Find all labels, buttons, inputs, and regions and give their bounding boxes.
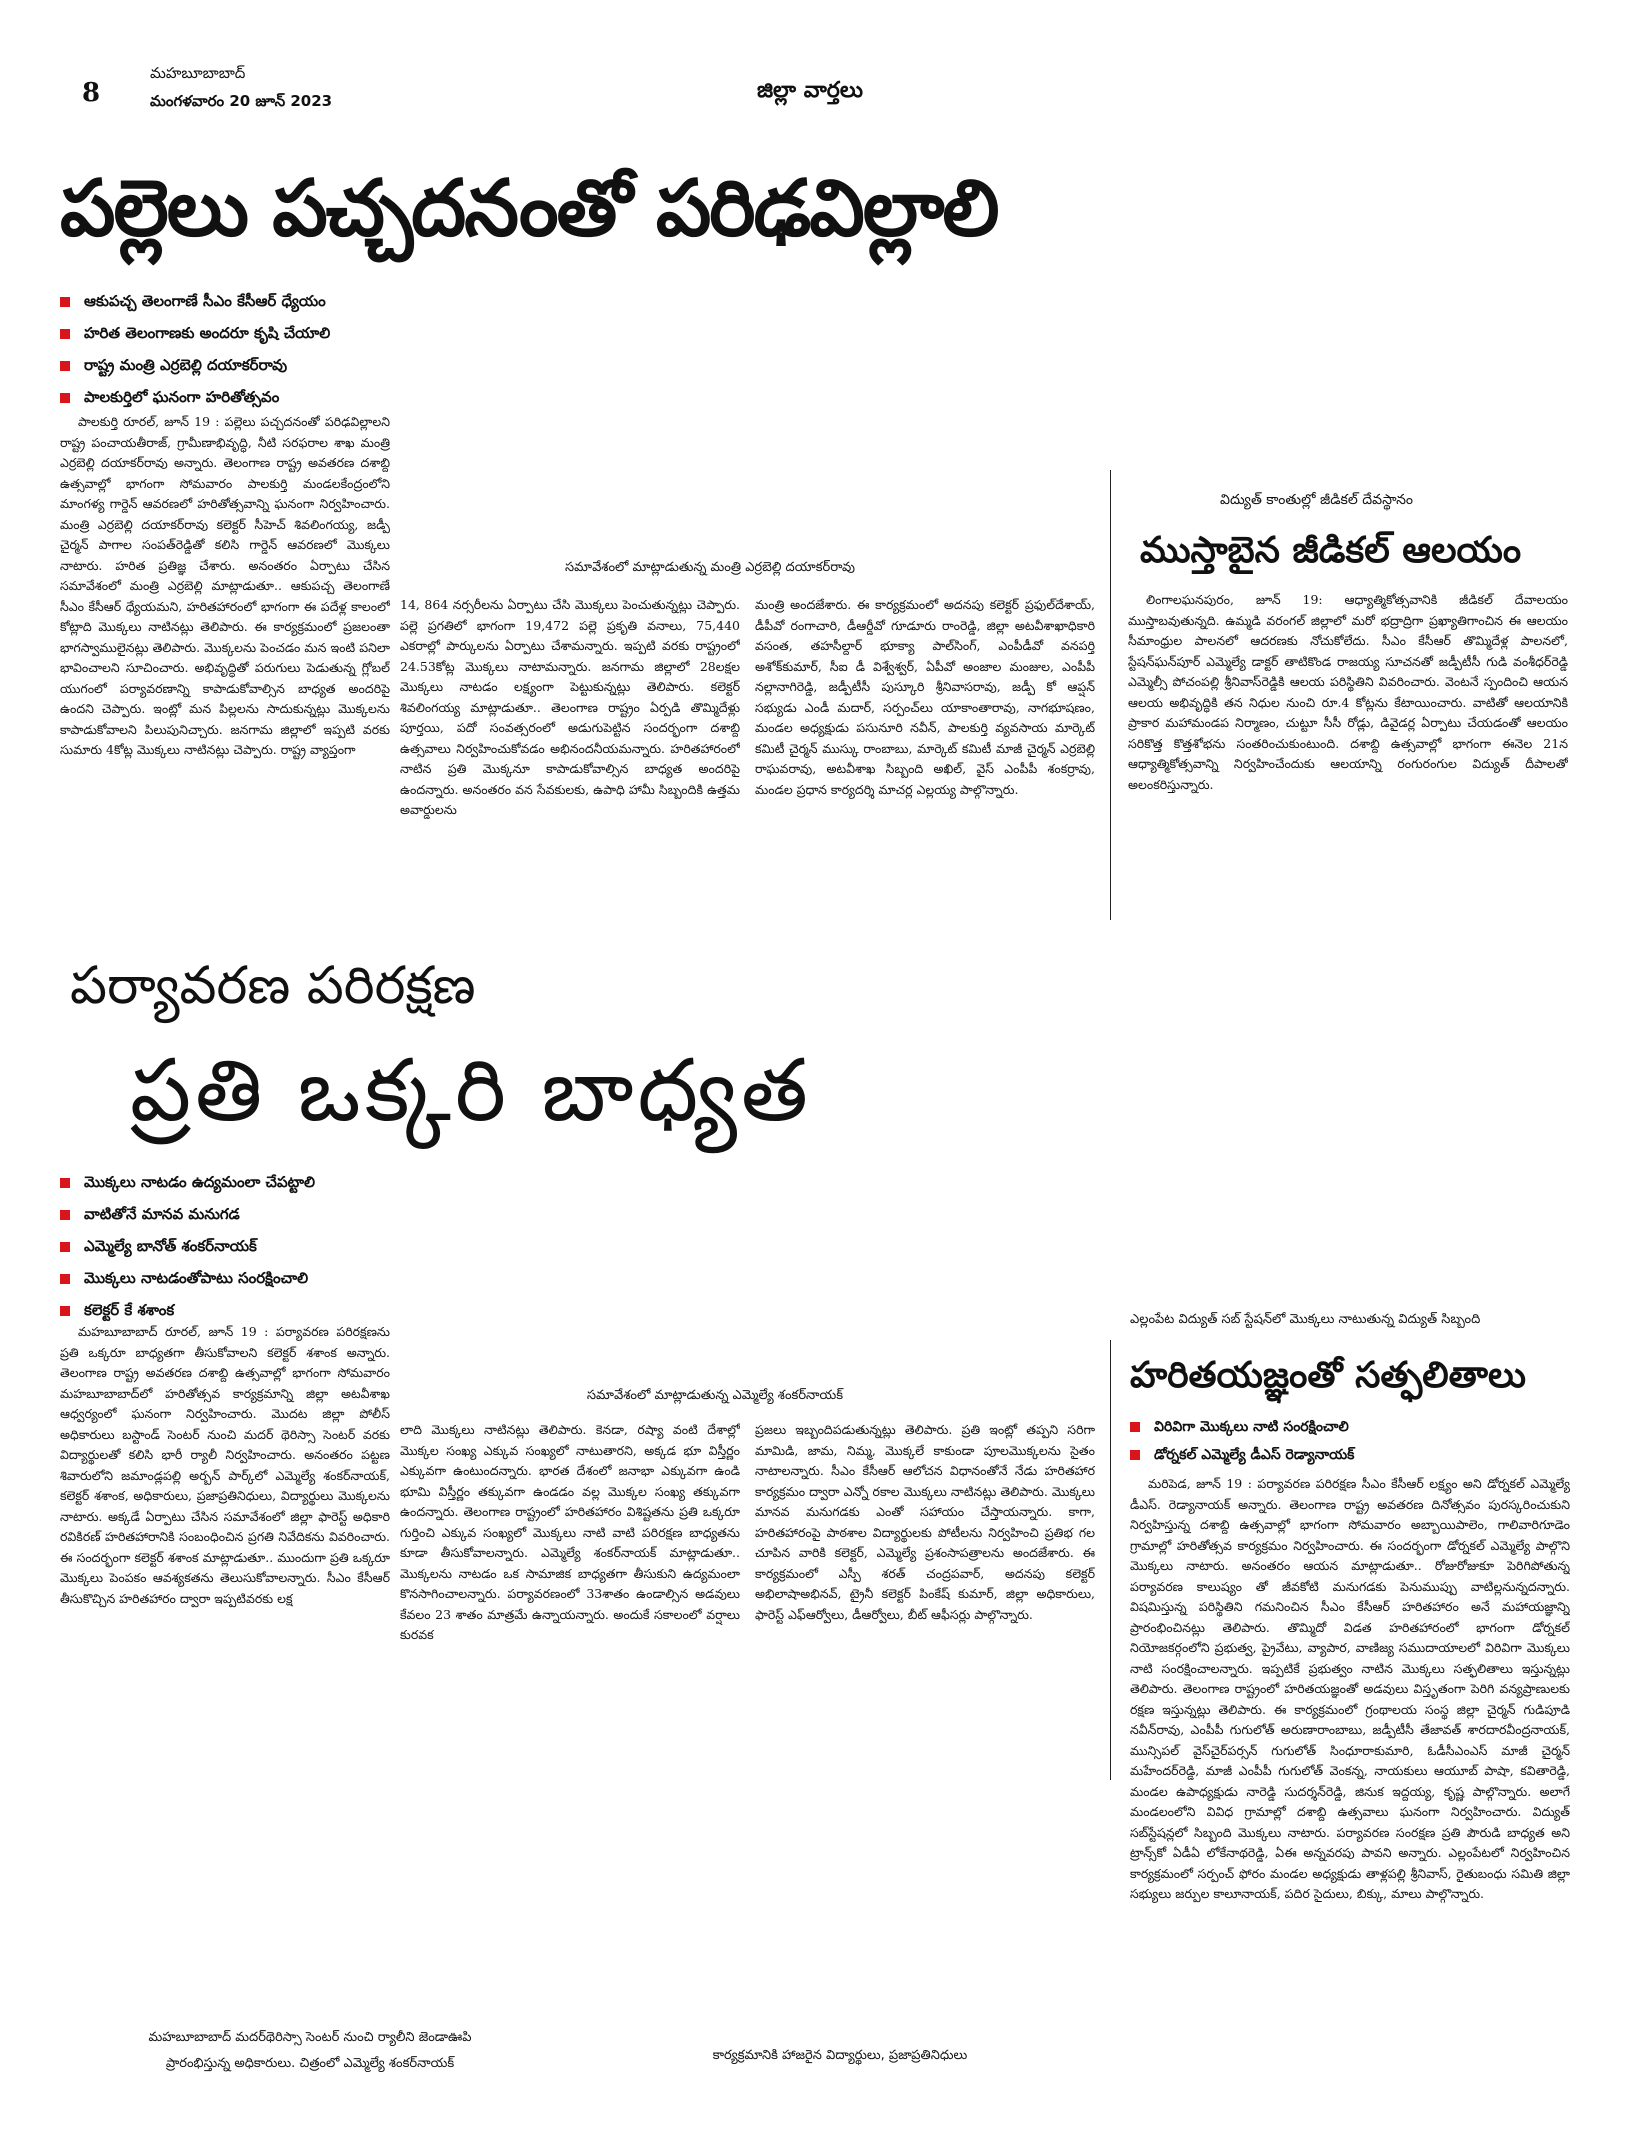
story3-photo-caption: సమావేశంలో మాట్లాడుతున్న ఎమ్మెల్యే శంకర్‌నాయక్ (586, 1388, 844, 1403)
bullet: పాలకుర్తిలో ఘనంగా హరితోత్సవం (60, 381, 330, 413)
story3-bottom-caption-line2: ప్రారంభిస్తున్న అధికారులు. చిత్రంలో ఎమ్మెల్యే శంకర్‌నాయక్ (165, 2056, 455, 2071)
column-divider (1110, 470, 1111, 920)
bullet-square-icon (60, 329, 70, 339)
bullet: రాష్ట్ర మంత్రి ఎర్రబెల్లి దయాకర్‌రావు (60, 349, 330, 381)
bullet: హరిత తెలంగాణకు అందరూ కృషి చేయాలి (60, 317, 330, 349)
story4-body: మరిపెడ, జూన్‌ 19 : పర్యావరణ పరిరక్షణ సీఎం కేసీఆర్‌ లక్ష్యం అని డోర్నకల్‌ ఎమ్మెల్యే డీఎస్‌. రెడ్యానాయక్‌ అన్నారు. తెలంగాణ రాష్ట్ర అవతరణ దినోత్సవం పురస్కరించుకుని నిర్వహిస్తున్న దశాబ్ది ఉత్సవాల్లో భాగంగా సోమవారం అబ్బాయిపాలెం, గాలివారిగూడెం గ్రామాల్లో హరితోత్సవ కార్యక్రమం నిర్వహించారు. ఈ సందర్భంగా డోర్నకల్‌ ఎమ్మెల్యే పాల్గొని మొక్కలు నాటారు. అనంతరం ఆయన మాట్లాడుతూ.. రోజురోజుకూ పెరిగిపోతున్న పర్యావరణ కాలుష్యం తో జీవకోటి మనుగడకు పెనుముప్పు వాటిల్లనున్నదన్నారు. విషమిస్తున్న పరిస్థితిని గమనించిన సీఎం కేసీఆర్‌ హరితహారం అనే మహాయజ్ఞాన్ని ప్రారంభించినట్లు తెలిపారు. తొమ్మిదో విడత హరితహారంలో భాగంగా డోర్నకల్‌ నియోజకర్గంలోని ప్రభుత్వ, ప్రైవేటు, వ్యాపార, వాణిజ్య సముదాయాలలో విరివిగా మొక్కలు నాటి సంరక్షించాలన్నారు. ఇప్పటికే ప్రభుత్వం నాటిన మొక్కలు సత్ఫలితాలు ఇస్తున్నట్లు తెలిపారు. తెలంగాణ రాష్ట్రంలో హరితయజ్ఞంతో అడవులు విస్తృతంగా పెరిగి వన్యప్రాణులకు రక్షణ ఇస్తున్నట్లు తెలిపారు. ఈ కార్యక్రమంలో గ్రంథాలయ సంస్థ జిల్లా చైర్మన్‌ గుడిపూడి నవీన్‌రావు, ఎంపీపీ గుగులోత్‌ అరుణారాంబాబు, జడ్పీటీసీ తేజావత్‌ శారదారవీంద్రనాయక్‌, మున్సిపల్‌ వైస్‌చైర్‌పర్సన్‌ గుగులోత్‌ సింధూరాకుమారి, ఓడీసీఎంఎస్‌ మాజీ చైర్మన్‌ మహేందర్‌రెడ్డి, మాజీ ఎంపీపీ గుగులోత్‌ వెంకన్న, నాయకులు ఆయూబ్‌ పాషా, కవితారెడ్డి, మండల ఉపాధ్యక్షుడు నారెడ్డి సుదర్శన్‌రెడ్డి, జినుక ఇద్దయ్య, కృష్ణ పాల్గొన్నారు. అలాగే మండలంలోని వివిధ గ్రామాల్లో దశాబ్ది ఉత్సవాలు ఘనంగా నిర్వహించారు. విద్యుత్‌ సబ్‌స్టేషన్లలో సిబ్బంది మొక్కలు నాటారు. పర్యావరణ సంరక్షణ ప్రతి పౌరుడి బాధ్యత అని ట్రాన్స్‌కో ఏడీఏ లోకేనాథరెడ్డి, ఏఈ అన్నవరపు పావని అన్నారు. ఎల్లంపేటలో నిర్వహించిన కార్యక్రమంలో సర్పంచ్‌ ఫోరం మండల అధ్యక్షుడు తాళ్లపల్లి శ్రీనివాస్‌, రైతుబంధు సమితి జిల్లా సభ్యులు జర్పుల కాలూనాయక్‌, పదిర సైదులు, బిక్కు, మాలు పాల్గొన్నారు. (1130, 1476, 1570, 1901)
story3-headline-line2: ప్రతి ఒక్కరి బాధ్యత (130, 1041, 812, 1141)
bullet: డోర్నకల్ ఎమ్మెల్యే డీఎస్ రెడ్యానాయక్ (1130, 1441, 1354, 1469)
bullet: వాటితోనే మానవ మనుగడ (60, 1198, 315, 1230)
story4-bullets (1130, 1413, 1354, 1469)
bullet-square-icon (60, 1210, 70, 1220)
section-title: జిల్లా వార్తలు (756, 78, 864, 103)
bullet: కలెక్టర్ కే శశాంక (60, 1294, 315, 1326)
story3-column-3: ప్రజలు ఇబ్బందిపడుతున్నట్లు తెలిపారు. ప్రతి ఇంట్లో తప్పని సరిగా మామిడి, జామ, నిమ్మ, మొక్కలే కాకుండా పూలమొక్కలను సైతం నాటాలన్నారు. సీఎం కేసీఆర్‌ ఆలోచన విధానంతోనే నేడు హరితహార కార్యక్రమం ద్వారా ఎన్నో రకాల మొక్కలు నాటినట్లు తెలిపారు. మొక్కలు మానవ మనుగడకు ఎంతో సహాయం చేస్తాయన్నారు. కాగా, హరితహారంపై పాఠశాల విద్యార్థులకు పోటీలను నిర్వహించి ప్రతిభ గల చూపిన వారికి కలెక్టర్‌, ఎమ్మెల్యే ప్రశంసాపత్రాలను అందజేశారు. ఈ కార్యక్రమంలో ఎస్పీ శరత్‌ చంద్రపవార్‌, అదనపు కలెక్టర్‌ అభిలాషాఅభినవ్‌, ట్రైనీ కలెక్టర్‌ పింకేష్‌ కుమార్‌, జిల్లా అధికారులు, ఫారెస్ట్‌ ఎఫ్‌ఆర్వోలు, డీఆర్వోలు, బీట్‌ ఆఫీసర్లు పాల్గొన్నారు. (755, 1422, 1095, 1622)
story3-bullets (60, 1166, 315, 1326)
story1-headline: పల్లెలు పచ్చదనంతో పరిఢవిల్లాలి (60, 164, 998, 254)
bullet: ఎమ్మెల్యే బానోత్ శంకర్‌నాయక్ (60, 1230, 315, 1262)
column-divider (1110, 1340, 1111, 1780)
bullet-square-icon (60, 361, 70, 371)
bullet-square-icon (1130, 1422, 1140, 1432)
bullet: మొక్కలు నాటడం ఉద్యమంలా చేపట్టాలి (60, 1166, 315, 1198)
bullet-square-icon (60, 393, 70, 403)
bullet-square-icon (60, 1274, 70, 1284)
story1-bullets (60, 285, 330, 413)
bullet-square-icon (60, 1242, 70, 1252)
story3-bottom-caption-mid: కార్యక్రమానికి హాజరైన విద్యార్థులు, ప్రజాప్రతినిధులు (712, 2048, 968, 2063)
story3-column-2: లాది మొక్కలు నాటినట్లు తెలిపారు. కెనడా, రష్యా వంటి దేశాల్లో మొక్కల సంఖ్య ఎక్కువ సంఖ్యలో నాటుతారని, అక్కడ భూ విస్తీర్ణం ఎక్కువగా ఉంటుందన్నారు. భారత దేశంలో జనాభా ఎక్కువగా ఉండి భూమి విస్తీర్ణం తక్కువగా ఉండడం వల్ల మొక్కల సంఖ్య తక్కువగా ఉందన్నారు. తెలంగాణ రాష్ట్రంలో హరితహారం విశిష్టతను ప్రతి ఒక్కరూ గుర్తించి ఎక్కువ సంఖ్యలో మొక్కలు నాటి వాటి పరిరక్షణ బాధ్యతను కూడా తీసుకోవాలన్నారు. ఎమ్మెల్యే శంకర్‌నాయక్‌ మాట్లాడుతూ.. మొక్కలను నాటడం ఒక సామాజిక బాధ్యతగా తీసుకుని ఉద్యమంలా కొనసాగించాలన్నారు. పర్యావరణంలో 33శాతం ఉండాల్సిన అడవులు కేవలం 23 శాతం మాత్రమే ఉన్నాయన్నారు. అందుకే సకాలంలో వర్షాలు కురవక (400, 1422, 740, 1642)
edition-place: మహబూబాబాద్ (150, 64, 246, 82)
story2-kicker: విద్యుత్ కాంతుల్లో జీడికల్ దేవస్థానం (1220, 492, 1413, 508)
story3-bottom-caption-line1: మహబూబాబాద్ మదర్‌థెరిస్సా సెంటర్ నుంచి ర్యాలీని జెండాఊపి (148, 2030, 472, 2045)
story3-headline-line1: పర్యావరణ పరిరక్షణ (70, 956, 476, 1016)
story2-headline: ముస్తాబైన జీడికల్ ఆలయం (1140, 530, 1522, 571)
story1-column-2: 14, 864 నర్సరీలను ఏర్పాటు చేసి మొక్కలు పెంచుతున్నట్లు చెప్పారు. పల్లె ప్రగతిలో భాగంగా 19,472 పల్లె ప్రకృతి వనాలు, 75,440 ఎకరాల్లో పార్కులను ఏర్పాటు చేశామన్నారు. ఇప్పటి వరకు రాష్ట్రంలో 24.53కోట్ల మొక్కలు నాటామన్నారు. జనగామ జిల్లాలో 28లక్షల మొక్కలు నాటడం లక్ష్యంగా పెట్టుకున్నట్లు తెలిపారు. కలెక్టర్‌ శివలింగయ్య మాట్లాడుతూ.. తెలంగాణ రాష్ట్రం ఏర్పడి తొమ్మిదేళ్లు పూర్తయి, పదో సంవత్సరంలో అడుగుపెట్టిన సందర్భంగా దశాబ్ది ఉత్సవాలు నిర్వహించుకోవడం అభినందనీయమన్నారు. హరితహారంలో నాటిన ప్రతి మొక్కనూ కాపాడుకోవాల్సిన బాధ్యత అందరిపై ఉందన్నారు. అనంతరం వన సేవకులకు, ఉపాధి హామీ సిబ్బందికి ఉత్తమ అవార్డులను (400, 597, 740, 817)
story4-kicker: ఎల్లంపేట విద్యుత్ సబ్ స్టేషన్‌లో మొక్కలు నాటుతున్న విద్యుత్ సిబ్బంది (1130, 1312, 1481, 1327)
story4-headline: హరితయజ్ఞంతో సత్ఫలితాలు (1130, 1355, 1526, 1396)
story3-column-1: మహబూబాబాద్‌ రూరల్‌, జూన్‌ 19 : పర్యావరణ పరిరక్షణను ప్రతి ఒక్కరూ బాధ్యతగా తీసుకోవాలని కలెక్టర్‌ శశాంక అన్నారు. తెలంగాణ రాష్ట్ర అవతరణ దశాబ్ది ఉత్సవాల్లో భాగంగా సోమవారం మహబూబాబాద్‌లో హరితోత్సవ కార్యక్రమాన్ని జిల్లా అటవీశాఖ ఆధ్వర్యంలో ఘనంగా నిర్వహించారు. మొదట జిల్లా పోలీస్‌ అధికారులు బస్టాండ్‌ సెంటర్‌ నుంచి మదర్‌ థెరిస్సా సెంటర్‌ వరకు విద్యార్థులతో కలిసి భారీ ర్యాలీ నిర్వహించారు. అనంతరం పట్టణ శివారులోని జమాండ్లపల్లి అర్బన్‌ పార్క్‌లో ఎమ్మెల్యే శంకర్‌నాయక్‌, కలెక్టర్‌ శశాంక, అధికారులు, ప్రజాప్రతినిధులు, విద్యార్థులు మొక్కలను నాటారు. అక్కడే ఏర్పాటు చేసిన సమావేశంలో జిల్లా ఫారెస్ట్‌ అధికారి రవికిరణ్‌ హరితహారానికి సంబంధించిన ప్రగతి నివేదికను వివరించారు. ఈ సందర్భంగా కలెక్టర్‌ శశాంక మాట్లాడుతూ.. ముందుగా ప్రతి ఒక్కరూ మొక్కలు పెంపకం ఆవశ్యకతను తెలుసుకోవాలన్నారు. సీఎం కేసీఆర్‌ తీసుకొచ్చిన హరితహారం ద్వారా ఇప్పటివరకు లక్ష (60, 1324, 390, 1606)
page-number: 8 (82, 78, 101, 108)
story1-photo-caption: సమావేశంలో మాట్లాడుతున్న మంత్రి ఎర్రబెల్లి దయాకర్‌రావు (565, 560, 855, 575)
bullet-square-icon (60, 1178, 70, 1188)
bullet-square-icon (1130, 1450, 1140, 1460)
bullet-square-icon (60, 297, 70, 307)
story2-body: లింగాలఘనపురం, జూన్‌ 19: ఆధ్యాత్మికోత్సవానికి జీడికల్‌ దేవాలయం ముస్తాబవుతున్నది. ఉమ్మడి వరంగల్‌ జిల్లాలో మరో భద్రాద్రిగా ప్రఖ్యాతిగాంచిన ఈ ఆలయం సీమాంధ్రుల పాలనలో ఆదరణకు నోచుకోలేదు. సీఎం కేసీఆర్‌ తొమ్మిదేళ్ల పాలనలో, స్టేషన్‌ఘన్‌పూర్‌ ఎమ్మెల్యే డాక్టర్‌ తాటికొండ రాజయ్య సూచనతో జడ్పీటీసీ గుడి వంశీధర్‌రెడ్డి ఎమ్మెల్సీ పోచంపల్లి శ్రీనివాస్‌రెడ్డికి ఆలయ పరిస్థితిని వివరించారు. వెంటనే స్పందించి ఆయన ఆలయ అభివృద్ధికి తన నిధుల నుంచి రూ.4 కోట్లను కేటాయించారు. వాటితో ఆలయానికి ప్రాకార మహామండప నిర్మాణం, చుట్టూ సీసీ రోడ్లు, డివైడర్ల ఏర్పాటు చేయడంతో ఆలయం సరికొత్త కొత్తశోభను సంతరించుకుంటుంది. దశాబ్ది ఉత్సవాల్లో భాగంగా ఈనెల 21న ఆధ్యాత్మికోత్సవాన్ని నిర్వహించేందుకు ఆలయాన్ని రంగురంగుల విద్యుత్‌ దీపాలతో అలంకరిస్తున్నారు. (1128, 592, 1568, 792)
bullet: విరివిగా మొక్కలు నాటి సంరక్షించాలి (1130, 1413, 1354, 1441)
edition-date: మంగళవారం 20 జూన్ 2023 (150, 92, 333, 110)
bullet-square-icon (60, 1306, 70, 1316)
bullet: ఆకుపచ్చ తెలంగాణే సీఎం కేసీఆర్ ధ్యేయం (60, 285, 330, 317)
bullet: మొక్కలు నాటడంతోపాటు సంరక్షించాలి (60, 1262, 315, 1294)
story1-column-1: పాలకుర్తి రూరల్‌, జూన్‌ 19 : పల్లెలు పచ్చదనంతో పరిఢవిల్లాలని రాష్ట్ర పంచాయతీరాజ్‌, గ్రామీణాభివృద్ధి, నీటి సరఫరాల శాఖ మంత్రి ఎర్రబెల్లి దయాకర్‌రావు అన్నారు. తెలంగాణ రాష్ట్ర అవతరణ దశాబ్ది ఉత్సవాల్లో భాగంగా సోమవారం పాలకుర్తి మండలకేంద్రంలోని మాంగళ్య గార్డెన్‌ ఆవరణలో హరితోత్సవాన్ని ఘనంగా నిర్వహించారు. మంత్రి ఎర్రబెల్లి దయాకర్‌రావు కలెక్టర్‌ సీహెచ్‌ శివలింగయ్య, జడ్పీ చైర్మన్‌ పాగాల సంపత్‌రెడ్డితో కలిసి గార్డెన్‌ ఆవరణలో మొక్కలు నాటారు. హరిత ప్రతిజ్ఞ చేశారు. అనంతరం ఏర్పాటు చేసిన సమావేశంలో మంత్రి ఎర్రబెల్లి మాట్లాడుతూ.. ఆకుపచ్చ తెలంగాణే సీఎం కేసీఆర్‌ ధ్యేయమని, హరితహారంలో భాగంగా ఈ పదేళ్ల కాలంలో కోట్లాది మొక్కలు నాటినట్లు తెలిపారు. ఈ కార్యక్రమంలో ప్రజలంతా భాగస్వాములైనట్లు తెలిపారు. మొక్కలను పెంచడం మన ఇంటి పనిలా భావించాలని సూచించారు. అభివృద్ధితో పరుగులు పెడుతున్న గ్లోబల్‌ యుగంలో పర్యావరణాన్ని కాపాడుకోవాల్సిన బాధ్యత అందరిపై ఉందని చెప్పారు. ఇంట్లో మన పిల్లలను సాదుకున్నట్లు మొక్కలను కాపాడుకోవాలని పిలుపునిచ్చారు. జనగామ జిల్లాలో ఇప్పటి వరకు సుమారు 4కోట్ల మొక్కలు నాటినట్లు చెప్పారు. రాష్ట్ర వ్యాప్తంగా (60, 414, 390, 757)
story1-column-3: మంత్రి అందజేశారు. ఈ కార్యక్రమంలో అదనపు కలెక్టర్‌ ప్రఫుల్‌దేశాయ్‌, డీపీవో రంగాచారి, డీఆర్డీవో గూడూరు రాంరెడ్డి, జిల్లా అటవీశాఖాధికారి వసంత, తహసీల్దార్‌ భూక్యా పాల్‌సింగ్‌, ఎంపీడీవో వనపర్తి అశోక్‌కుమార్‌, సీఐ డీ విశ్వేశ్వర్‌, ఏపీవో అంజాల మంజుల, ఎంపీపీ నల్లానాగిరెడ్డి, జడ్పీటీసీ పుస్కూరి శ్రీనివాసరావు, జడ్పీ కో ఆప్షన్‌ సభ్యుడు ఎండీ మదార్‌, సర్పంచ్‌లు యాకాంతారావు, నాగభూషణం, మండల అధ్యక్షుడు పసునూరి నవీన్‌, పాలకుర్తి వ్యవసాయ మార్కెట్‌ కమిటీ చైర్మన్‌ ముస్కు రాంబాబు, మార్కెట్‌ కమిటీ మాజీ చైర్మన్‌ ఎర్రబెల్లి రాఘవరావు, అటవీశాఖ సిబ్బంది అఖిల్‌, వైస్‌ ఎంపీపీ శంకర్రావు, మండల ప్రధాన కార్యదర్శి మాచర్ల ఎల్లయ్య పాల్గొన్నారు. (755, 597, 1095, 797)
